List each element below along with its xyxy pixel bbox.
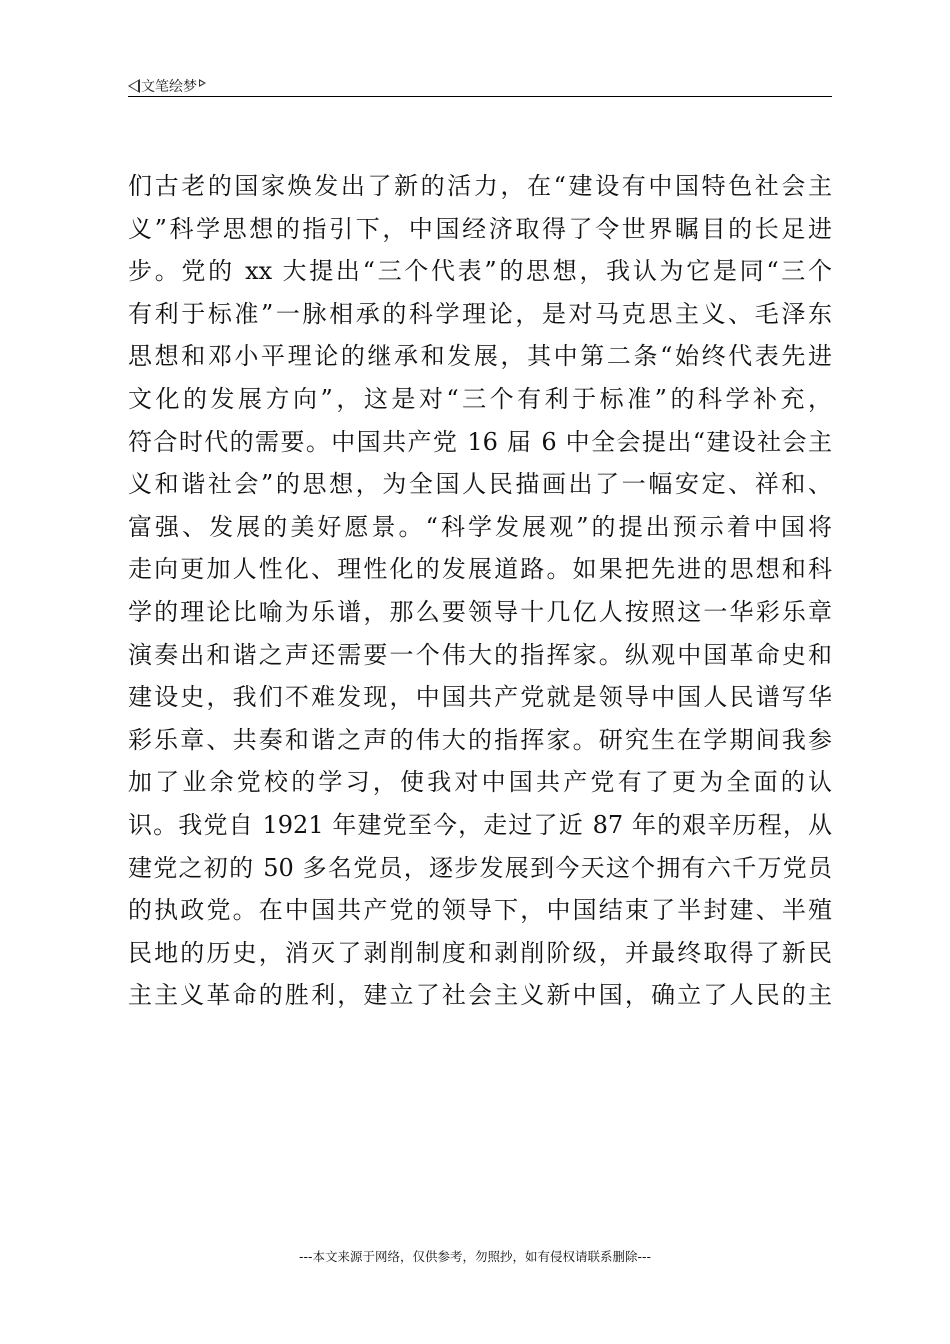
triangle-left-icon <box>128 79 140 93</box>
text-line: 符合时代的需要。中国共产党 16 届 6 中全会提出“建设社会主 <box>128 427 832 456</box>
text-line: 彩乐章、共奏和谐之声的伟大的指挥家。研究生在学期间我参 <box>128 725 832 754</box>
text-line: 步。党的 xx 大提出“三个代表”的思想，我认为它是同“三个 <box>128 257 832 286</box>
body-paragraph <box>128 165 832 1017</box>
header-title: 文笔绘梦 <box>141 79 197 95</box>
text-line: 有利于标准”一脉相承的科学理论，是对马克思主义、毛泽东 <box>128 299 832 328</box>
text-line: 建设史，我们不难发现，中国共产党就是领导中国人民谱写华 <box>128 683 832 712</box>
text-line: 学的理论比喻为乐谱，那么要领导十几亿人按照这一华彩乐章 <box>128 597 832 626</box>
text-line: 民地的历史，消灭了剥削制度和剥削阶级，并最终取得了新民 <box>128 938 832 967</box>
text-line: 的执政党。在中国共产党的领导下，中国结束了半封建、半殖 <box>128 896 832 925</box>
text-line: 建党之初的 50 多名党员，逐步发展到今天这个拥有六千万党员 <box>128 853 832 882</box>
text-line: 加了业余党校的学习，使我对中国共产党有了更为全面的认 <box>128 768 832 797</box>
text-line: 思想和邓小平理论的继承和发展，其中第二条“始终代表先进 <box>128 342 832 371</box>
footer-disclaimer: ---本文来源于网络，仅供参考，勿照抄，如有侵权请联系删除--- <box>298 1249 652 1264</box>
page-header <box>128 76 206 96</box>
text-line: 义和谐社会”的思想，为全国人民描画出了一幅安定、祥和、 <box>128 470 832 499</box>
header-divider <box>128 96 832 97</box>
text-line: 们古老的国家焕发出了新的活力，在“建设有中国特色社会主 <box>128 172 832 200</box>
text-line: 识。我党自 1921 年建党至今，走过了近 87 年的艰辛历程，从 <box>128 810 832 839</box>
text-line: 富强、发展的美好愿景。“科学发展观”的提出预示着中国将 <box>128 512 832 541</box>
text-line: 文化的发展方向”，这是对“三个有利于标准”的科学补充， <box>128 384 832 413</box>
text-line: 主主义革命的胜利，建立了社会主义新中国，确立了人民的主 <box>128 981 832 1010</box>
text-line: 演奏出和谐之声还需要一个伟大的指挥家。纵观中国革命史和 <box>128 640 832 669</box>
triangle-right-icon <box>199 79 206 87</box>
text-line: 义”科学思想的指引下，中国经济取得了令世界瞩目的长足进 <box>128 214 832 243</box>
text-line: 走向更加人性化、理性化的发展道路。如果把先进的思想和科 <box>128 555 832 584</box>
